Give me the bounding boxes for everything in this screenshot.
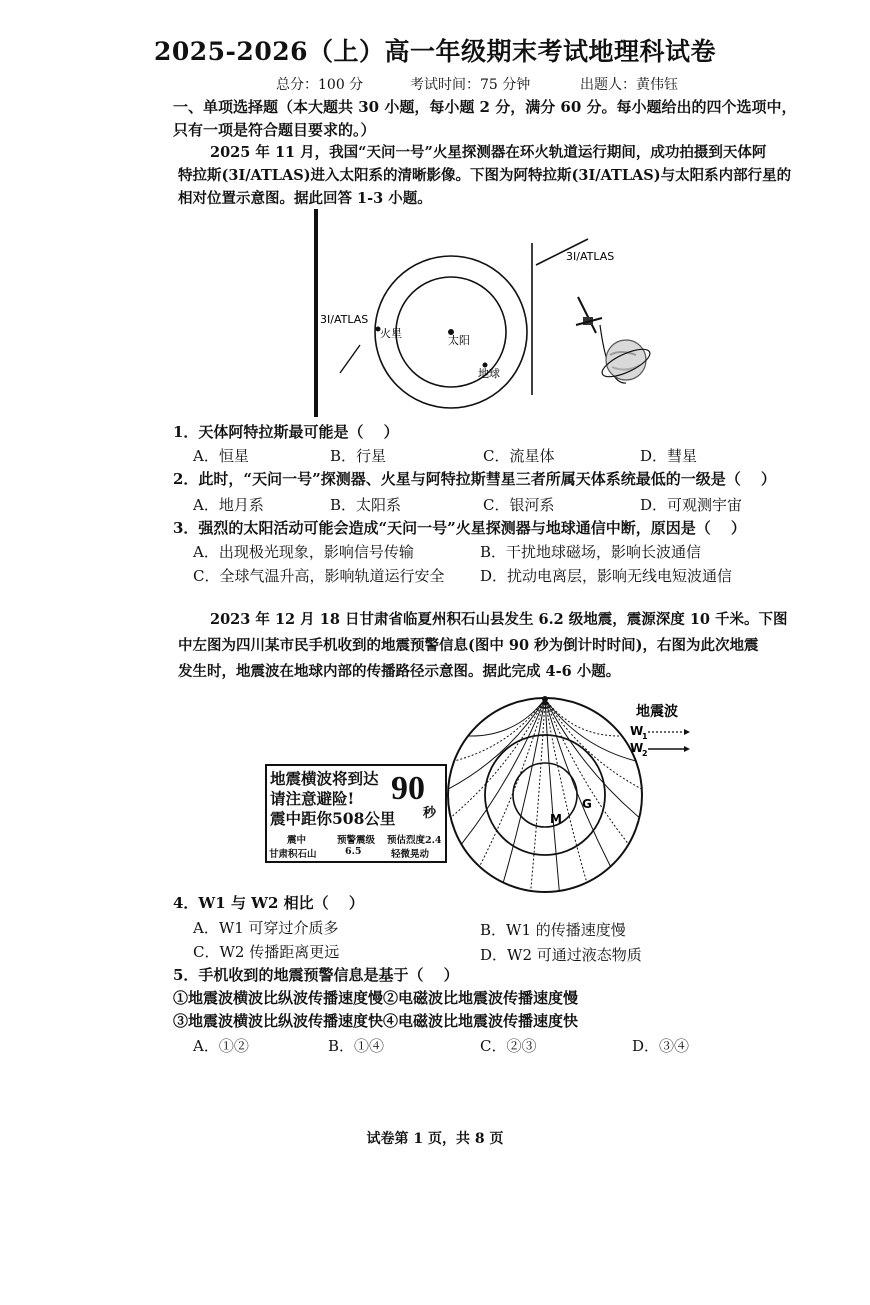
q4-option-a[interactable]: A．W1 可穿过介质多 (193, 919, 339, 937)
earth-outer-circle (448, 698, 642, 892)
q5-option-c[interactable]: C．②③ (480, 1037, 537, 1055)
alert-col3-value: 轻微晃动 (391, 849, 430, 860)
q4-option-d[interactable]: D．W2 可通过液态物质 (480, 946, 642, 964)
exam-time: 考试时间：75 分钟 (410, 77, 531, 93)
label-atlas-left: 3I/ATLAS (320, 313, 369, 326)
passage2-line3: 发生时，地震波在地球内部的传播路径示意图。据此完成 4-6 小题。 (178, 663, 621, 680)
q3-option-a[interactable]: A．出现极光现象，影响信号传输 (193, 543, 414, 561)
passage1-line2: 特拉斯(3I/ATLAS)进入太阳系的清晰影像。下图为阿特拉斯(3I/ATLAS)与太阳系内部行星的 (178, 167, 792, 184)
q2-option-d[interactable]: D．可观测宇宙 (640, 496, 743, 514)
earthquake-alert-card (265, 764, 447, 863)
q5-stem: 5．手机收到的地震预警信息是基于（ ） (173, 966, 459, 984)
alert-col1-value: 甘肃积石山 (269, 849, 317, 860)
legend-w2-sub: 2 (642, 749, 648, 758)
legend-title: 地震波 (636, 704, 678, 720)
alert-col2-value: 6.5 (345, 846, 362, 857)
section-heading-line2: 只有一项是符合题目要求的。） (173, 121, 376, 139)
label-earth: 地球 (478, 367, 500, 380)
alert-countdown: 90 (391, 770, 425, 807)
q4-stem: 4．W1 与 W2 相比（ ） (173, 894, 364, 912)
q1-option-c[interactable]: C．流星体 (483, 447, 555, 465)
q4-option-c[interactable]: C．W2 传播距离更远 (193, 943, 340, 961)
q2-stem: 2．此时，“天问一号”探测器、火星与阿特拉斯彗星三者所属天体系统最低的一级是（ ） (173, 470, 776, 488)
alert-line2: 请注意避险! (270, 789, 355, 808)
label-atlas-right: 3I/ATLAS (566, 250, 615, 263)
q5-option-d[interactable]: D．③④ (632, 1037, 690, 1055)
q4-option-b[interactable]: B．W1 的传播速度慢 (480, 921, 626, 939)
q2-option-c[interactable]: C．银河系 (483, 496, 555, 514)
total-score: 总分：100 分 (276, 77, 364, 93)
passage1-line3: 相对位置示意图。据此回答 1-3 小题。 (178, 190, 432, 207)
seismic-wave-diagram (440, 690, 700, 900)
q3-option-c[interactable]: C．全球气温升高，影响轨道运行安全 (193, 567, 445, 585)
q1-option-a[interactable]: A．恒星 (193, 447, 249, 465)
alert-col2-head: 预警震级 (337, 835, 376, 846)
alert-line1: 地震横波将到达 (270, 769, 379, 788)
exam-author: 出题人：黄伟钰 (580, 77, 678, 93)
q3-option-d[interactable]: D．扰动电离层，影响无线电短波通信 (480, 567, 733, 585)
legend-w1-arrow-icon (684, 729, 690, 735)
q5-statement-3-4: ③地震波横波比纵波传播速度快④电磁波比地震波传播速度快 (173, 1012, 579, 1030)
legend-w1-sub: 1 (642, 732, 648, 741)
label-sun: 太阳 (448, 334, 470, 347)
q5-option-a[interactable]: A．①② (193, 1037, 249, 1055)
q3-option-b[interactable]: B．干扰地球磁场，影响长波通信 (480, 543, 702, 561)
exam-title: 2025-2026（上）高一年级期末考试地理科试卷 (153, 37, 717, 66)
legend-w1: W (630, 724, 644, 738)
epicenter-marker (542, 696, 548, 702)
passage2-line2: 中左图为四川某市民手机收到的地震预警信息(图中 90 秒为倒计时时间)，右图为此次地震 (178, 637, 759, 654)
q2-option-a[interactable]: A．地月系 (193, 496, 264, 514)
label-mars: 火星 (380, 327, 402, 340)
q1-stem: 1．天体阿特拉斯最可能是（ ） (173, 423, 399, 441)
passage2-line1: 2023 年 12 月 18 日甘肃省临夏州积石山县发生 6.2 级地震，震源深度 10 千米。下图 (210, 611, 788, 628)
label-m: M (550, 812, 562, 826)
q5-statement-1-2: ①地震波横波比纵波传播速度慢②电磁波比地震波传播速度慢 (173, 989, 579, 1007)
legend-w2-arrow-icon (684, 746, 690, 752)
atlas-trajectory-left (340, 345, 360, 373)
mars-planet-icon (599, 340, 654, 382)
alert-col3-head: 预估烈度2.4 (387, 835, 442, 846)
label-g: G (582, 797, 592, 811)
section-heading-line1: 一、单项选择题（本大题共 30 小题，每小题 2 分，满分 60 分。每小题给出的四个选项中， (173, 98, 797, 116)
q1-option-d[interactable]: D．彗星 (640, 447, 698, 465)
q5-option-b[interactable]: B．①④ (328, 1037, 385, 1055)
alert-countdown-unit: 秒 (423, 806, 437, 821)
alert-col1-head: 震中 (287, 835, 307, 846)
passage1-line1: 2025 年 11 月，我国“天问一号”火星探测器在环火轨道运行期间，成功拍摄到天体阿 (210, 144, 767, 161)
alert-line3: 震中距你508公里 (270, 809, 396, 828)
q3-stem: 3．强烈的太阳活动可能会造成“天问一号”火星探测器与地球通信中断，原因是（ ） (173, 519, 746, 537)
page-footer: 试卷第 1 页，共 8 页 (366, 1131, 504, 1147)
legend-w2: W (630, 741, 644, 755)
q2-option-b[interactable]: B．太阳系 (330, 496, 402, 514)
q1-option-b[interactable]: B．行星 (330, 447, 387, 465)
solar-system-diagram (300, 205, 680, 420)
